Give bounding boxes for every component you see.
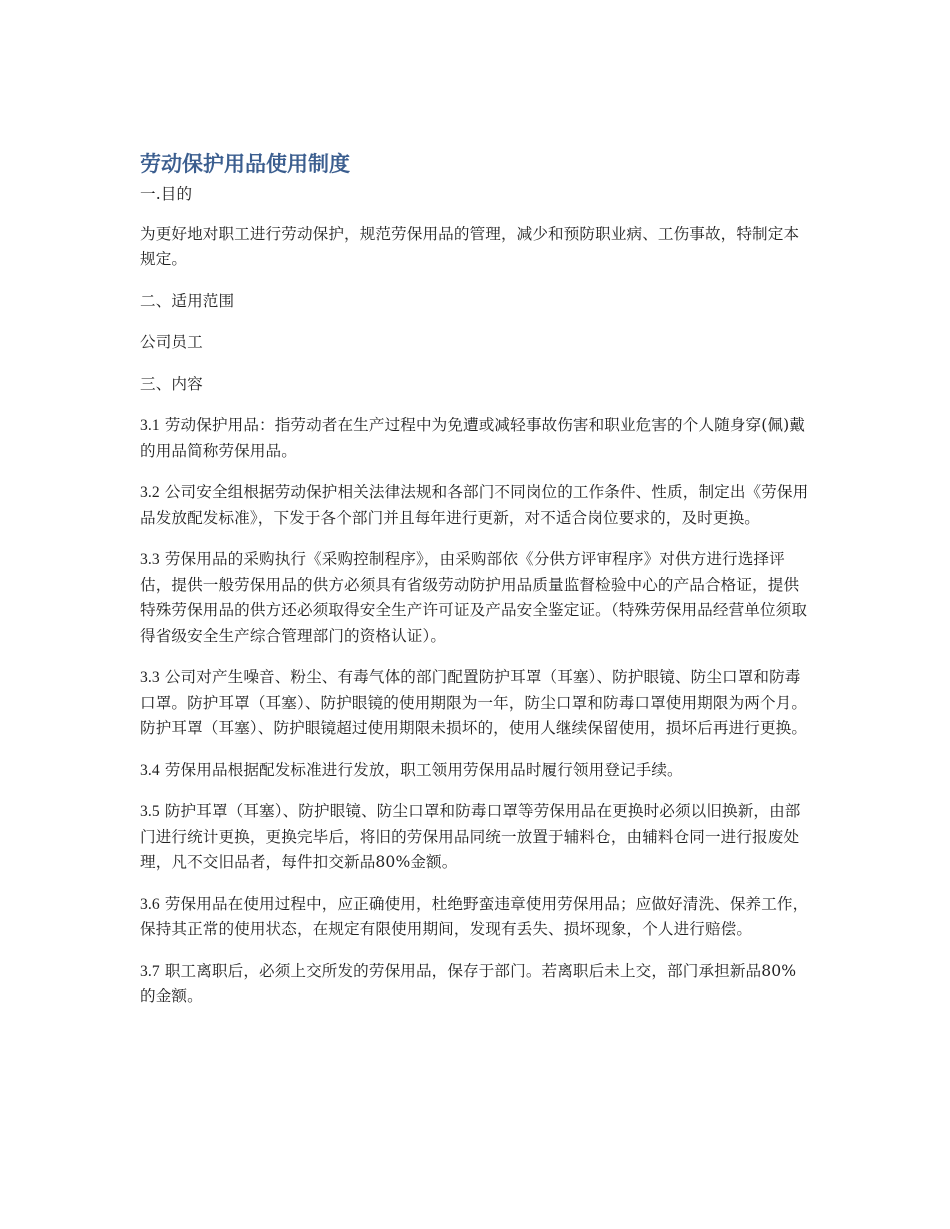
paragraph-text: 公司员工 [140, 333, 203, 351]
clause-number: 3.7 [140, 962, 160, 980]
section-text: 一.目的 [140, 185, 193, 203]
section-heading-scope [140, 289, 810, 315]
clause-3-4 [140, 758, 810, 784]
paragraph-text: 为更好地对职工进行劳动保护，规范劳保用品的管理，减少和预防职业病、工伤事故，特制定本规定。 [140, 224, 800, 268]
clause-text: 劳保用品的采购执行《采购控制程序》，由采购部依《分供方评审程序》对供方进行选择评估，提供一般劳保用品的供方必须具有省级劳动防护用品质量监督检验中心的产品合格证，提供特殊劳保用品的供方还必须取得安全生产许可证及产品安全鉴定证。（特殊劳保用品经营单位须取得省级安全生产综合管理部门的资格认证）。 [140, 550, 808, 645]
clause-3-1 [140, 413, 810, 464]
section-text: 三、内容 [140, 374, 203, 393]
clause-text: 劳保用品在使用过程中，应正确使用，杜绝野蛮违章使用劳保用品；应做好清洗、保养工作，保持其正常的使用状态，在规定有限使用期间，发现有丢失、损坏现象，个人进行赔偿。 [140, 894, 809, 938]
clause-number: 3.1 [140, 417, 160, 434]
clause-3-2 [140, 480, 810, 531]
document-body [140, 150, 810, 1026]
paragraph-scope [140, 330, 810, 356]
clause-3-5 [140, 799, 810, 876]
clause-text: 公司安全组根据劳动保护相关法律法规和各部门不同岗位的工作条件、性质，制定出《劳保用品发放配发标准》，下发于各个部门并且每年进行更新，对不适合岗位要求的，及时更换。 [140, 483, 809, 527]
clause-number: 3.4 [140, 761, 160, 779]
clause-3-6 [140, 892, 810, 943]
section-text: 二、适用范围 [140, 291, 235, 310]
clause-number: 3.5 [140, 803, 160, 820]
clause-3-7 [140, 959, 810, 1010]
clause-text: 劳保用品根据配发标准进行发放，职工领用劳保用品时履行领用登记手续。 [164, 760, 683, 779]
clause-3-3b [140, 665, 810, 742]
section-heading-content [140, 372, 810, 398]
clause-number: 3.3 [140, 551, 160, 568]
paragraph-purpose [140, 222, 810, 273]
clause-number: 3.2 [140, 484, 160, 501]
clause-text: 劳动保护用品：指劳动者在生产过程中为免遭或减轻事故伤害和职业危害的个人随身穿(佩)戴的用品简称劳保用品。 [140, 416, 805, 460]
page-title: 劳动保护用品使用制度 [140, 152, 350, 176]
clause-text: 职工离职后，必须上交所发的劳保用品，保存于部门。若离职后未上交，部门承担新品80%的金额。 [140, 961, 797, 1005]
clause-number: 3.3 [140, 669, 160, 686]
section-heading-purpose [140, 182, 810, 208]
clause-text: 防护耳罩（耳塞）、防护眼镜、防尘口罩和防毒口罩等劳保用品在更换时必须以旧换新，由部门进行统计更换，更换完毕后，将旧的劳保用品同统一放置于辅料仓，由辅料仓同一进行报废处理，凡不交旧品者，每件扣交新品80%金额。 [140, 802, 801, 871]
clause-text: 公司对产生噪音、粉尘、有毒气体的部门配置防护耳罩（耳塞）、防护眼镜、防尘口罩和防毒口罩。防护耳罩（耳塞）、防护眼镜的使用期限为一年，防尘口罩和防毒口罩使用期限为两个月。防护耳罩（耳塞）、防护眼镜超过使用期限未损坏的，使用人继续保留使用，损坏后再进行更换。 [140, 668, 808, 737]
clause-3-3a [140, 547, 810, 649]
clause-number: 3.6 [140, 895, 160, 913]
